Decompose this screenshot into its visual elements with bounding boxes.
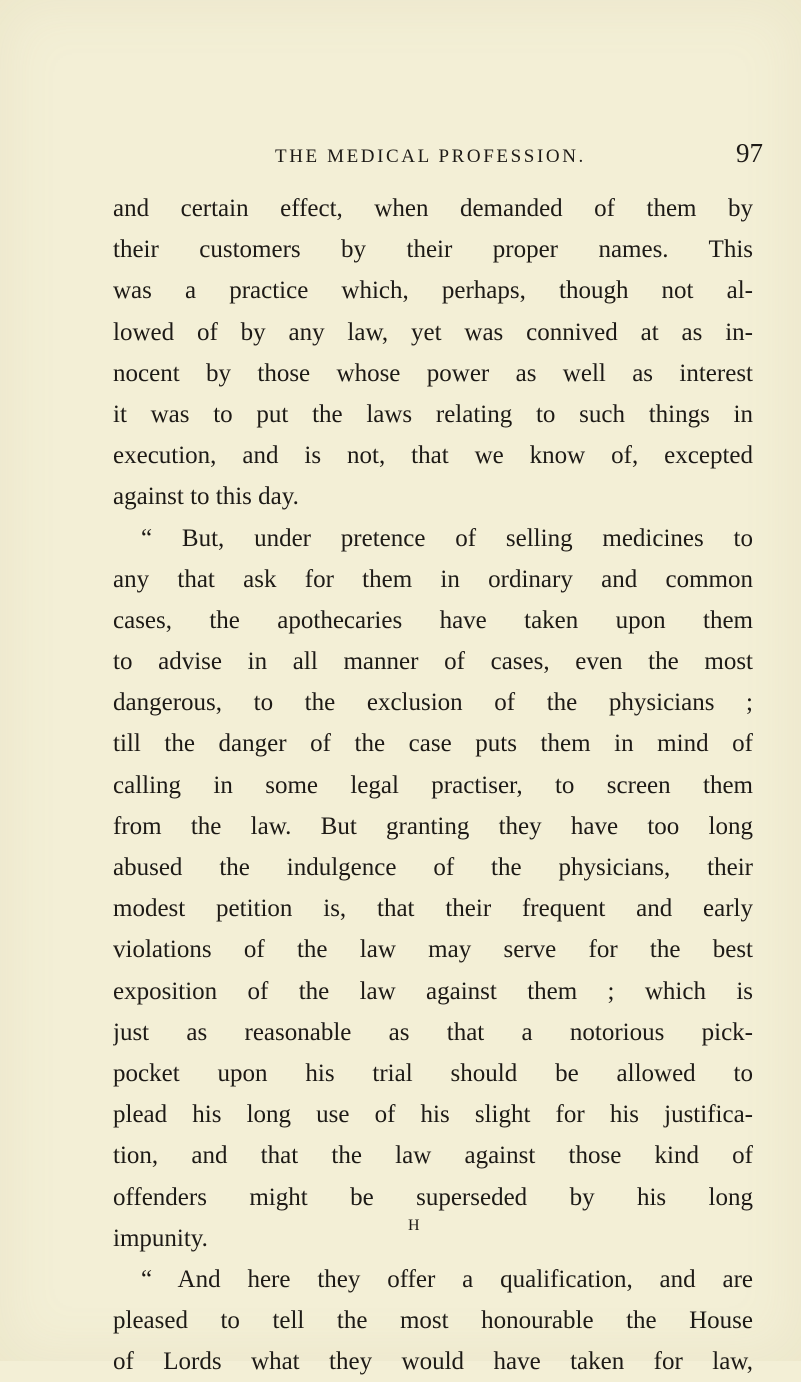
text-line: any that ask for them in ordinary and common — [113, 565, 753, 593]
text-line: against to this day. — [113, 483, 299, 511]
text-line: to advise in all manner of cases, even the most — [113, 648, 753, 676]
text-line: cases, the apothecaries have taken upon them — [113, 606, 753, 634]
text-line: exposition of the law against them ; which is — [113, 977, 753, 1005]
text-line: offenders might be superseded by his long — [113, 1183, 753, 1211]
text-line: tion, and that the law against those kind of — [113, 1142, 753, 1170]
text-line: “ But, under pretence of selling medicines to — [141, 524, 753, 552]
text-line: execution, and is not, that we know of, excepted — [113, 442, 753, 470]
text-line: nocent by those whose power as well as interest — [113, 359, 753, 387]
text-line: pocket upon his trial should be allowed to — [113, 1059, 753, 1087]
body-text — [113, 188, 753, 1382]
text-line: from the law. But granting they have too long — [113, 812, 753, 840]
text-line: “ And here they offer a qualification, and are — [141, 1265, 753, 1293]
text-line: and certain effect, when demanded of them by — [113, 195, 753, 222]
text-line: calling in some legal practiser, to screen them — [113, 771, 753, 799]
running-head — [275, 138, 763, 172]
text-line: dangerous, to the exclusion of the physicians ; — [113, 689, 753, 717]
text-line: pleased to tell the most honourable the House — [113, 1307, 753, 1335]
text-line: violations of the law may serve for the best — [113, 936, 753, 964]
text-line: modest petition is, that their frequent and early — [113, 895, 753, 923]
text-line: was a practice which, perhaps, though not al- — [113, 277, 753, 305]
text-line: of Lords what they would have taken for law, — [113, 1348, 753, 1376]
text-line: impunity. — [113, 1224, 208, 1252]
page-number: 97 — [736, 138, 763, 168]
text-line: till the danger of the case puts them in mind of — [113, 730, 753, 758]
text-line: plead his long use of his slight for his justifica- — [113, 1101, 753, 1129]
signature-mark: H — [408, 1217, 421, 1234]
text-line: abused the indulgence of the physicians, their — [113, 854, 753, 881]
text-line: just as reasonable as that a notorious pick- — [113, 1018, 753, 1046]
text-line: it was to put the laws relating to such things in — [113, 400, 753, 428]
text-line: their customers by their proper names. This — [113, 236, 753, 264]
text-line: lowed of by any law, yet was connived at as in- — [113, 318, 753, 346]
running-title: THE MEDICAL PROFESSION. — [275, 146, 586, 167]
